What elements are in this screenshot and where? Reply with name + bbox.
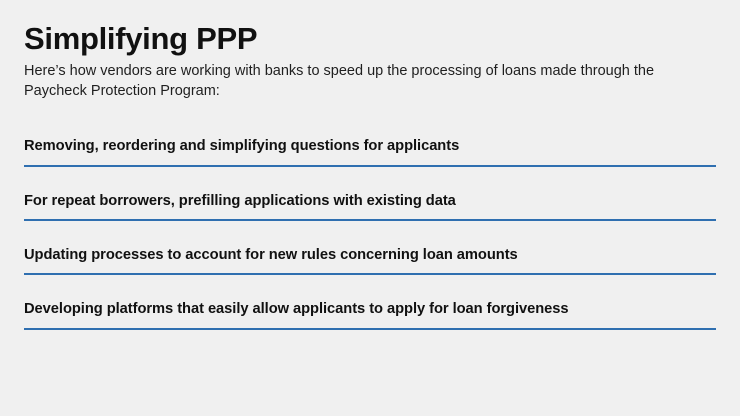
list-item-label: For repeat borrowers, prefilling applications with existing data	[24, 192, 456, 209]
page-subtitle: Here’s how vendors are working with banks to speed up the processing of loans made through the Paycheck Protection Program:	[24, 63, 655, 99]
list-item	[24, 137, 716, 166]
list-item-divider	[24, 219, 716, 221]
list-item-label: Developing platforms that easily allow applicants to apply for loan forgiveness	[24, 301, 569, 318]
list-item	[24, 192, 716, 221]
list-item	[24, 246, 716, 275]
list-item-label: Updating processes to account for new rules concerning loan amounts	[24, 246, 518, 263]
page-title: Simplifying PPP	[24, 21, 258, 56]
list-item-label: Removing, reordering and simplifying questions for applicants	[24, 138, 460, 155]
list-item-divider	[24, 165, 716, 167]
list-item-divider	[24, 273, 716, 275]
list-item	[24, 300, 716, 329]
list-item-divider	[24, 328, 716, 330]
list-container	[24, 137, 716, 330]
